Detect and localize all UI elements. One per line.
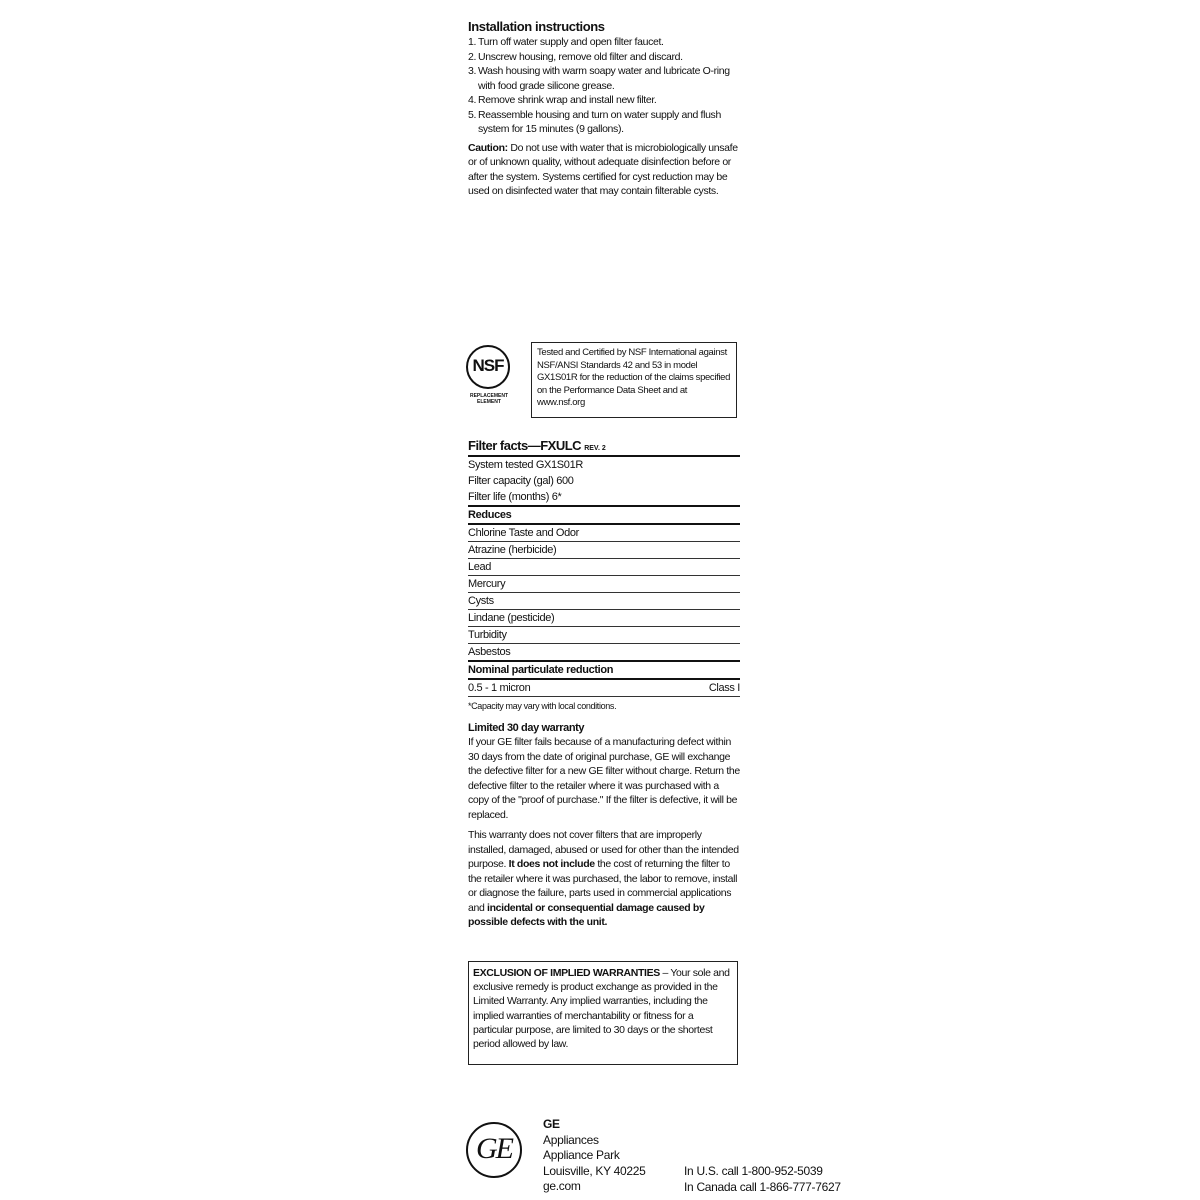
warranty-title: Limited 30 day warranty	[468, 722, 585, 734]
reduces-item: Chlorine Taste and Odor	[468, 525, 740, 542]
install-step: 4. Remove shrink wrap and install new filter.	[468, 94, 657, 106]
install-step: 1. Turn off water supply and open filter faucet.	[468, 36, 664, 48]
warranty-paragraph: If your GE filter fails because of a manufacturing defect within 30 days from the date of original purchase, GE will exchange the defective filter for a new GE filter without charge. Return the defective filter to the retailer where it was purchased with a copy of the "proof of purchase." If the filter is defective, it will be replaced.	[468, 736, 740, 821]
reduces-item: Turbidity	[468, 627, 740, 644]
installation-section	[468, 19, 748, 199]
reduces-item: Lead	[468, 559, 740, 576]
reduces-item: Lindane (pesticide)	[468, 610, 740, 627]
reduces-item: Mercury	[468, 576, 740, 593]
warranty-exclusions-paragraph: This warranty does not cover filters that are improperly installed, damaged, abused or used for other than the intended purpose. It does not include the cost of returning the filter to the retailer where it was purchased, the labor to remove, install or diagnose the failure, parts used in commercial applications and incidental or consequential damage caused by possible defects with the unit.	[468, 829, 739, 928]
install-step: 5. Reassemble housing and turn on water supply and flush system for 15 minutes (9 gallons).	[468, 108, 721, 135]
installation-title: Installation instructions	[468, 19, 605, 34]
filter-facts-title: Filter facts—FXULC REV. 2	[468, 438, 740, 457]
filter-capacity: Filter capacity (gal) 600	[468, 475, 574, 487]
canada-phone: In Canada call 1-866-777-7627	[684, 1180, 841, 1194]
install-step: 2. Unscrew housing, remove old filter and discard.	[468, 50, 683, 63]
nsf-certification-box: Tested and Certified by NSF International against NSF/ANSI Standards 42 and 53 in model GX1S01R for the reduction of the claims specified on the Performance Data Sheet and at www.nsf.org	[531, 342, 737, 418]
ge-logo: GE	[466, 1122, 522, 1178]
contact-phones	[684, 1163, 841, 1195]
filter-life: Filter life (months) 6*	[468, 489, 740, 507]
capacity-footnote: *Capacity may vary with local conditions.	[468, 701, 617, 711]
reduces-item: Asbestos	[468, 644, 740, 662]
reduces-item: Atrazine (herbicide)	[468, 542, 740, 559]
particulate-row: 0.5 - 1 micron Class I	[468, 680, 740, 697]
system-tested: System tested GX1S01R	[468, 459, 583, 471]
us-phone: In U.S. call 1-800-952-5039	[684, 1164, 823, 1178]
caution-text: Caution: Do not use with water that is microbiologically unsafe or of unknown quality, without adequate disinfection before or after the system. Systems certified for cyst reduction may be used on disinfected water that may contain filterable cysts.	[468, 141, 738, 197]
warranty-section	[468, 721, 740, 930]
nsf-logo: NSF REPLACEMENT ELEMENT	[466, 345, 516, 415]
company-address: GE Appliances Appliance Park Louisville, KY 40225 ge.com	[543, 1117, 646, 1193]
reduces-item: Cysts	[468, 593, 740, 610]
reduces-heading: Reduces	[468, 507, 740, 525]
implied-warranties-box: EXCLUSION OF IMPLIED WARRANTIES – Your sole and exclusive remedy is product exchange as provided in the Limited Warranty. Any implied warranties, including the implied warranties of merchantability or fitness for a particular purpose, are limited to 30 days or the shortest period allowed by law.	[468, 961, 738, 1065]
particulate-heading: Nominal particulate reduction	[468, 662, 740, 680]
install-step: 3. Wash housing with warm soapy water and lubricate O-ring with food grade silicone grease.	[468, 65, 730, 92]
filter-facts-table	[468, 438, 740, 713]
